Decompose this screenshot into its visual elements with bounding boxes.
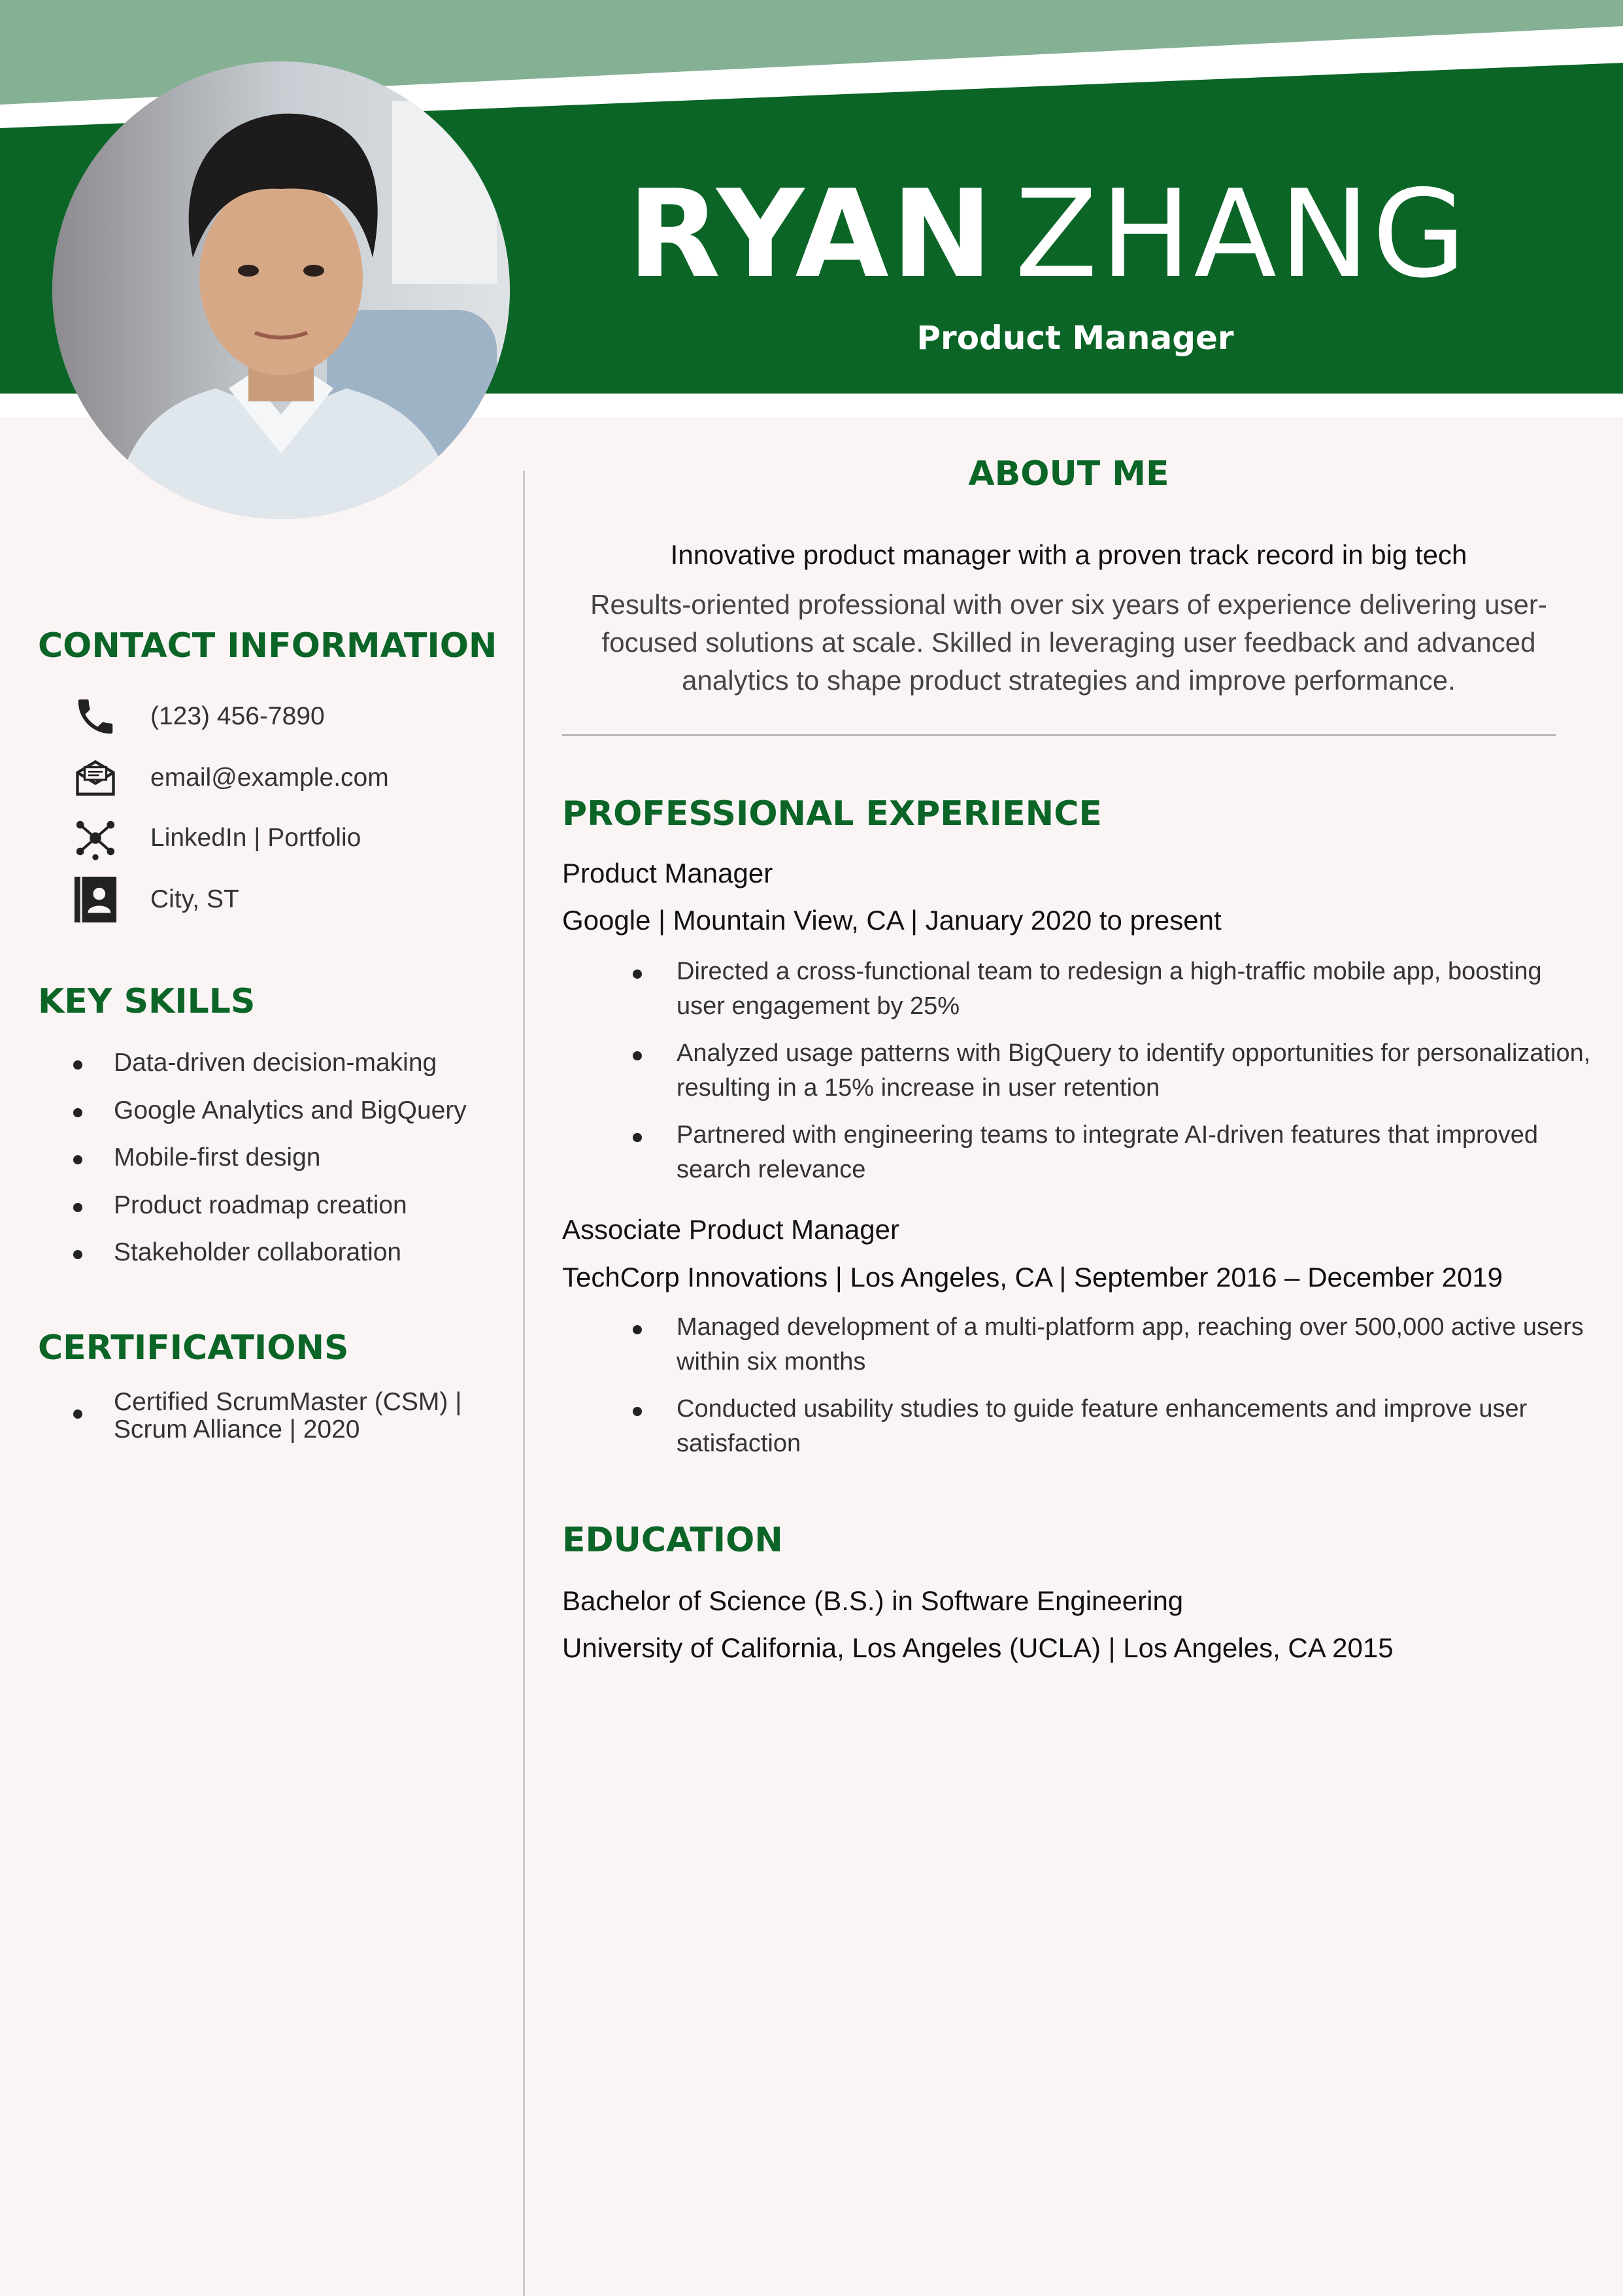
experience-heading: PROFESSIONAL EXPERIENCE: [562, 794, 1102, 834]
skills-heading: KEY SKILLS: [38, 982, 256, 1021]
contact-links-text: LinkedIn | Portfolio: [150, 824, 361, 852]
job-meta: TechCorp Innovations | Los Angeles, CA | September 2016 – December 2019: [562, 1262, 1503, 1292]
candidate-name: [627, 162, 1543, 306]
about-heading: ABOUT ME: [968, 454, 1169, 494]
phone-icon: [71, 692, 120, 741]
certifications-list: [71, 1389, 489, 1443]
contact-email: [71, 752, 389, 804]
job-bullet: Analyzed usage patterns with BigQuery to identify opportunities for personalization, resulting in a 15% increase in user retention: [677, 1036, 1592, 1106]
education-heading: EDUCATION: [562, 1521, 783, 1560]
job-bullet: Conducted usability studies to guide feature enhancements and improve user satisfaction: [677, 1392, 1592, 1461]
contact-phone-text: (123) 456-7890: [150, 702, 325, 730]
column-divider: [523, 471, 525, 2296]
contact-location-text: City, ST: [150, 885, 239, 913]
network-icon: [71, 813, 120, 863]
photo-left-eye: [238, 265, 259, 277]
job-bullets: [677, 1310, 1592, 1461]
education-degree: Bachelor of Science (B.S.) in Software Engineering: [562, 1585, 1184, 1616]
skill-item: Stakeholder collaboration: [71, 1233, 515, 1281]
job-title: Associate Product Manager: [562, 1214, 899, 1245]
contact-heading: CONTACT INFORMATION: [38, 626, 497, 666]
education-school: University of California, Los Angeles (UCLA) | Los Angeles, CA 2015: [562, 1632, 1394, 1663]
certification-item: Certified ScrumMaster (CSM) | Scrum Alliance | 2020: [71, 1389, 489, 1443]
skill-item: Data-driven decision-making: [71, 1043, 515, 1091]
contact-phone: [71, 690, 325, 743]
section-divider: [562, 734, 1556, 736]
photo-right-eye: [303, 265, 324, 277]
skill-item: Mobile-first design: [71, 1138, 515, 1186]
job-bullet: Directed a cross-functional team to redesign a high-traffic mobile app, boosting user engagement by 25%: [677, 954, 1592, 1024]
job-role: Product Manager: [916, 319, 1234, 357]
skill-item: Google Analytics and BigQuery: [71, 1091, 515, 1139]
first-name: RYAN: [627, 163, 996, 305]
last-name: ZHANG: [1014, 163, 1469, 305]
skills-list: [71, 1043, 515, 1281]
job-bullets: [677, 954, 1592, 1187]
contact-email-text: email@example.com: [150, 764, 389, 792]
contact-links: [71, 812, 361, 864]
job-title: Product Manager: [562, 858, 773, 888]
certifications-heading: CERTIFICATIONS: [38, 1328, 349, 1368]
job-meta: Google | Mountain View, CA | January 2020 to present: [562, 905, 1222, 936]
profile-photo: [52, 61, 510, 519]
photo-face: [199, 179, 363, 375]
about-tagline: Innovative product manager with a proven track record in big tech: [670, 539, 1467, 570]
about-summary: Results-oriented professional with over six years of experience delivering user-focused solutions at scale. Skilled in leveraging user feedback and advanced analytics to shape product strategies and improve performance.: [590, 589, 1547, 696]
skill-item: Product roadmap creation: [71, 1186, 515, 1234]
envelope-icon: [71, 753, 120, 803]
job-bullet: Managed development of a multi-platform app, reaching over 500,000 active users within six months: [677, 1310, 1592, 1379]
contact-location: [71, 873, 239, 926]
contact-book-icon: [71, 875, 120, 924]
job-bullet: Partnered with engineering teams to integrate AI-driven features that improved search relevance: [677, 1118, 1592, 1187]
